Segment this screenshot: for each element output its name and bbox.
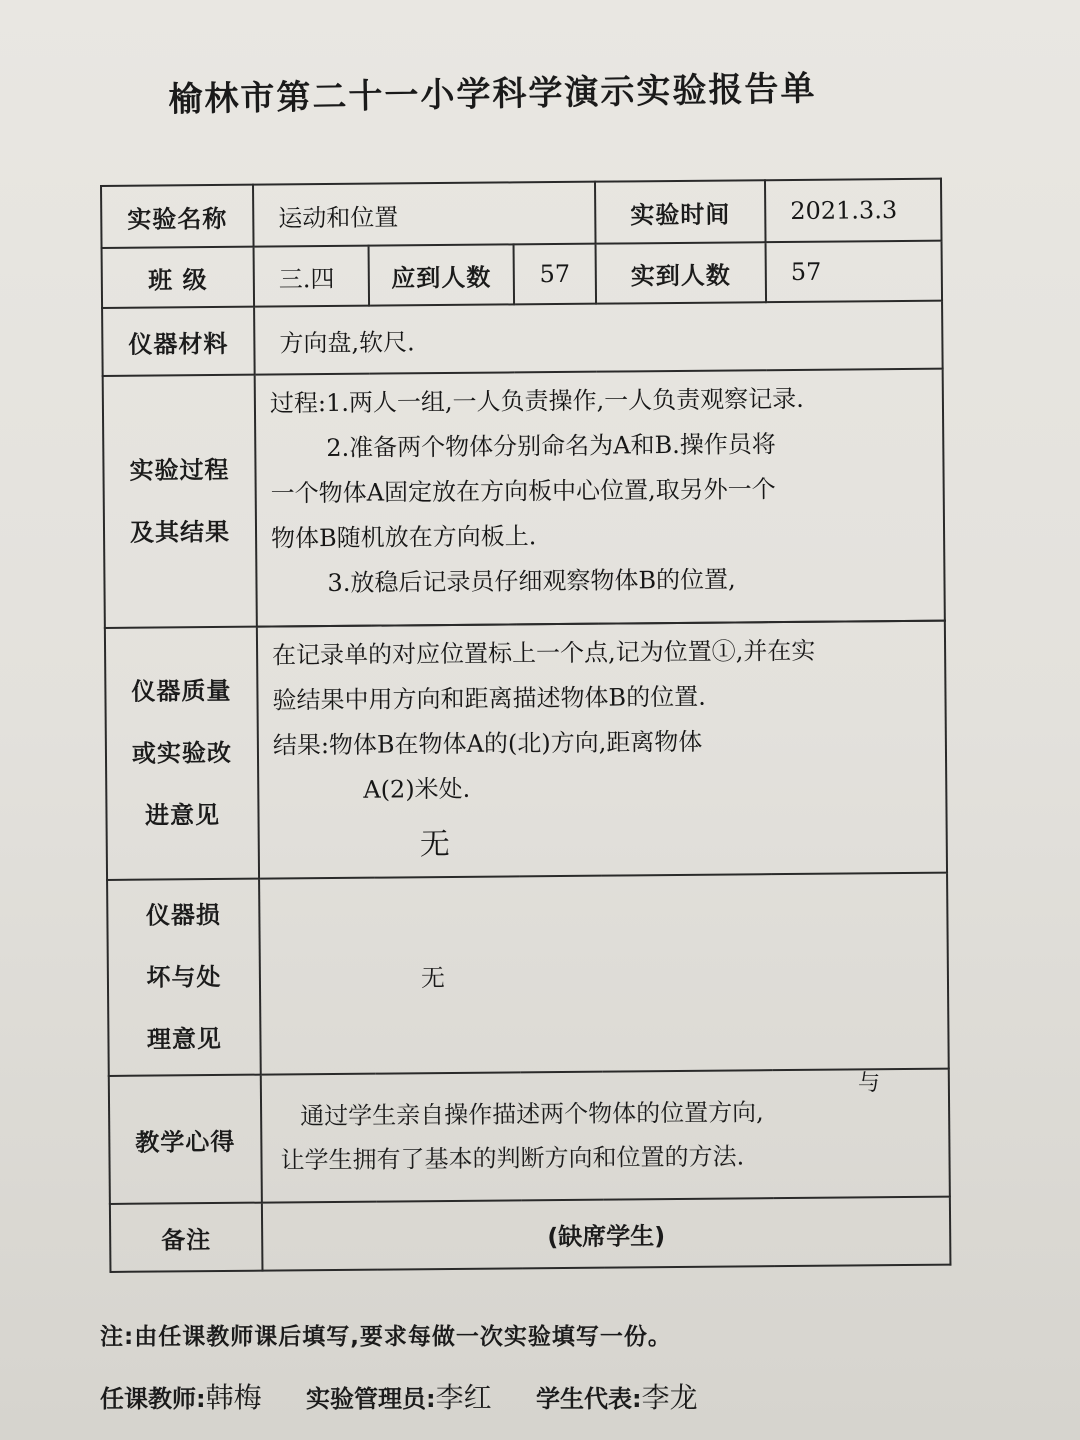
- student-rep-label: 学生代表:: [535, 1385, 642, 1413]
- remarks-label: 备注: [110, 1203, 263, 1272]
- actual-count-value[interactable]: 57: [766, 241, 943, 303]
- process-line: 2.准备两个物体分别命名为A和B.操作员将: [326, 430, 776, 463]
- reflection-label: 教学心得: [109, 1075, 262, 1204]
- quality-label-line-3: 进意见: [144, 800, 221, 830]
- page-title: 榆林市第二十一小学科学演示实验报告单: [168, 68, 817, 120]
- row-materials: [102, 301, 943, 376]
- remarks-value[interactable]: (缺席学生): [262, 1197, 951, 1271]
- process-label-line-2: 及其结果: [129, 517, 231, 547]
- row-class: [102, 241, 943, 308]
- report-table: [100, 178, 951, 1273]
- teacher-label: 任课教师:: [100, 1385, 206, 1413]
- damage-label-line-2: 坏与处: [146, 962, 222, 992]
- row-process: [103, 369, 945, 628]
- experiment-time-value[interactable]: 2021.3.3: [765, 179, 942, 243]
- student-rep-signature: 李龙: [641, 1381, 698, 1414]
- signature-line: [100, 1376, 734, 1416]
- materials-label: 仪器材料: [102, 307, 255, 376]
- quality-text[interactable]: [257, 621, 947, 879]
- process-label-line-1: 实验过程: [129, 455, 230, 485]
- experiment-name-label: 实验名称: [101, 185, 254, 248]
- damage-value[interactable]: 无: [259, 873, 949, 1075]
- reflection-text[interactable]: [261, 1069, 950, 1203]
- teacher-signature: 韩梅: [205, 1381, 262, 1414]
- materials-value[interactable]: 方向盘,软尺.: [254, 301, 943, 375]
- expected-count-label: 应到人数: [369, 244, 515, 305]
- reflection-line: 让学生拥有了基本的判断方向和位置的方法.: [280, 1142, 745, 1175]
- quality-label-line-1: 仪器质量: [131, 676, 232, 706]
- row-damage: [107, 873, 949, 1076]
- process-line: A(2)米处.: [363, 774, 471, 804]
- actual-count-label: 实到人数: [596, 242, 767, 303]
- reflection-insert-mark: 与: [858, 1071, 881, 1096]
- manager-signature: 李红: [435, 1381, 492, 1414]
- manager-label: 实验管理员:: [305, 1385, 436, 1413]
- process-text[interactable]: [255, 369, 945, 627]
- process-line: 一个物体A固定放在方向板中心位置,取另外一个: [270, 475, 776, 508]
- row-quality: [105, 621, 947, 880]
- row-reflection: [109, 1069, 950, 1204]
- experiment-time-label: 实验时间: [595, 180, 766, 243]
- process-line: 3.放稳后记录员仔细观察物体B的位置,: [327, 565, 736, 598]
- row-experiment-name: [101, 179, 942, 248]
- damage-label: [107, 879, 261, 1076]
- process-line: 物体B随机放在方向板上.: [270, 522, 537, 553]
- footer-note: 注:由任课教师课后填写,要求每做一次实验填写一份。: [100, 1324, 672, 1350]
- class-value[interactable]: 三.四: [254, 246, 370, 307]
- quality-label-line-2: 或实验改: [131, 738, 233, 768]
- damage-label-line-3: 理意见: [146, 1024, 223, 1054]
- process-line: 在记录单的对应位置标上一个点,记为位置①,并在实: [271, 636, 816, 670]
- quality-value: 无: [419, 826, 450, 863]
- process-line: 验结果中用方向和距离描述物体B的位置.: [272, 682, 706, 715]
- reflection-line: 通过学生亲自操作描述两个物体的位置方向,: [300, 1098, 764, 1131]
- process-label: [103, 375, 257, 628]
- expected-count-value[interactable]: 57: [514, 244, 597, 305]
- quality-label: [105, 627, 259, 880]
- process-line: 结果:物体B在物体A的(北)方向,距离物体: [272, 727, 703, 760]
- class-label: 班 级: [102, 247, 255, 308]
- row-remarks: [110, 1197, 951, 1272]
- report-form: [100, 178, 949, 1273]
- experiment-name-value[interactable]: 运动和位置: [253, 182, 596, 247]
- damage-label-line-1: 仪器损: [145, 900, 221, 930]
- process-line: 过程:1.两人一组,一人负责操作,一人负责观察记录.: [269, 384, 804, 418]
